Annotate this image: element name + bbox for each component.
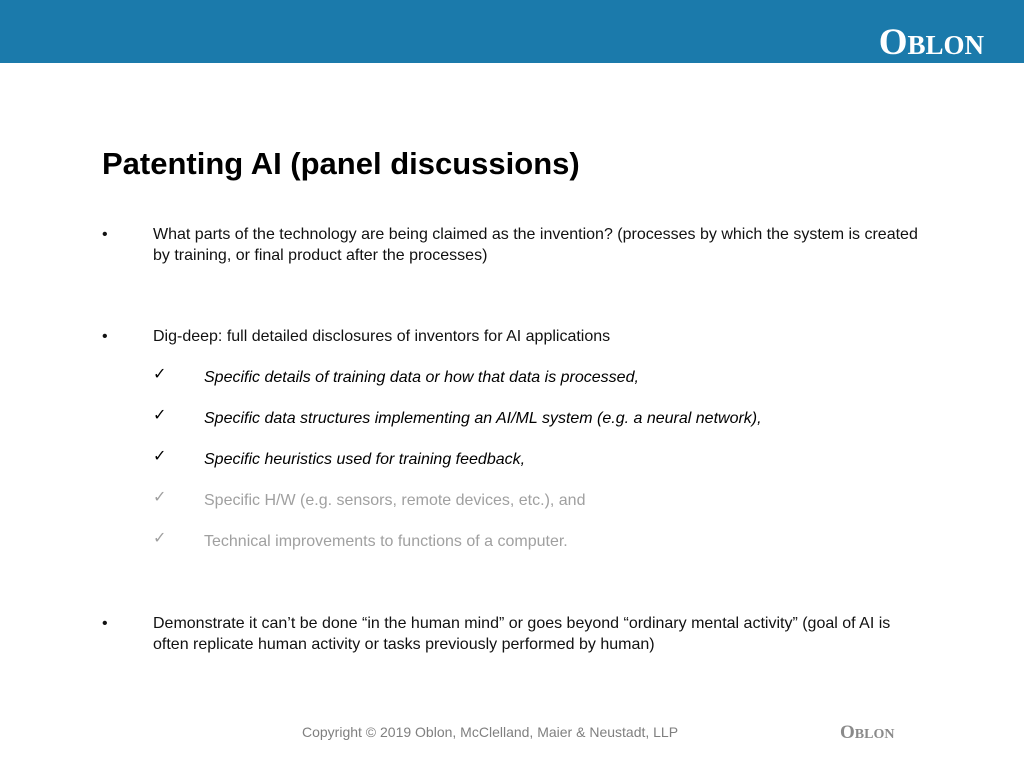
checkmark-icon: ✓: [153, 448, 167, 465]
bullet-text: What parts of the technology are being claimed as the invention? (processes by which the system is created by training, or final product after the processes): [153, 226, 918, 264]
checkmark-icon: ✓: [153, 366, 167, 383]
checklist-text: Specific details of training data or how that data is processed,: [204, 369, 639, 386]
checkmark-icon: ✓: [153, 407, 167, 424]
bullet-text: Demonstrate it can’t be done “in the human mind” or goes beyond “ordinary mental activity” (goal of AI is often replicate human activity or tasks previously performed by human): [153, 615, 891, 653]
footer-copyright: Copyright © 2019 Oblon, McClelland, Maier & Neustadt, LLP: [302, 724, 679, 740]
checklist-text: Specific H/W (e.g. sensors, remote devices, etc.), and: [204, 492, 586, 509]
bullet-text: Dig-deep: full detailed disclosures of inventors for AI applications: [153, 328, 611, 345]
slide-title: Patenting AI (panel discussions): [102, 146, 580, 181]
checkmark-icon: ✓: [153, 530, 167, 547]
bullet-marker: •: [102, 328, 108, 345]
checkmark-icon: ✓: [153, 489, 167, 506]
checklist-text: Technical improvements to functions of a computer.: [204, 533, 568, 550]
checklist-text: Specific data structures implementing an AI/ML system (e.g. a neural network),: [204, 410, 762, 427]
oblon-logo-footer: OBLON: [840, 722, 895, 743]
bullet-marker: •: [102, 226, 108, 243]
oblon-logo: OBLON: [878, 22, 984, 63]
bullet-marker: •: [102, 615, 108, 632]
header-bar: [0, 0, 1024, 63]
checklist-text: Specific heuristics used for training feedback,: [204, 451, 526, 468]
